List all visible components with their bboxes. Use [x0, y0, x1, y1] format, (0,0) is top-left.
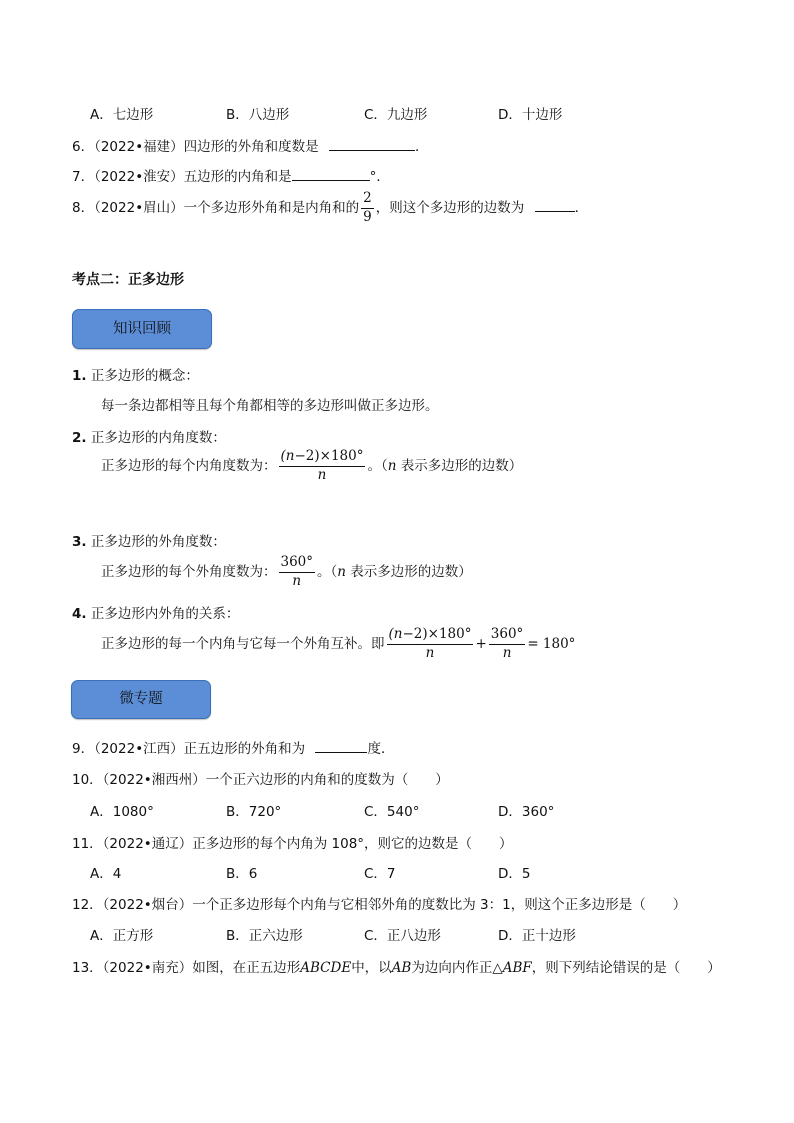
q6-answer-blank[interactable]	[329, 150, 415, 151]
q5-option-b: B．八边形	[226, 107, 290, 123]
k4-f1-n: (n	[388, 626, 403, 642]
q13-abcde: ABCDE	[300, 960, 352, 976]
q7-end: °．	[369, 169, 390, 185]
q11-option-b: B．6	[226, 866, 258, 882]
q8-post: ，则这个多边形的边数为	[375, 200, 525, 217]
k4-lead: 正多边形的每一个内角与它每一个外角互补。即	[101, 636, 385, 653]
k2-number: 2.	[72, 430, 87, 446]
question-10: 10．（2022•湘西州）一个正六边形的内角和的度数为（ ）	[72, 772, 449, 788]
k3-heading-text: 正多边形的外角度数：	[90, 534, 226, 550]
knowledge-4-formula	[101, 627, 575, 661]
knowledge-3-heading	[72, 530, 226, 550]
k2-lead: 正多边形的每个内角度数为：	[101, 458, 277, 475]
q13-ab: AB	[391, 960, 412, 976]
k4-heading-text: 正多边形内外角的关系：	[90, 606, 240, 622]
q13-post: ，则下列结论错误的是（ ）	[531, 960, 721, 976]
q8-fraction	[361, 191, 374, 225]
k2-tail-end: 表示多边形的边数）	[396, 458, 523, 475]
q13-abf: ABF	[502, 960, 532, 976]
k2-frac-rest: −2)×180°	[294, 448, 364, 464]
k2-frac-n: (n	[280, 448, 295, 464]
q9-answer-blank[interactable]	[315, 752, 367, 753]
question-7	[72, 165, 390, 185]
q11-option-a: A．4	[90, 866, 122, 882]
q12-option-b: B．正六边形	[226, 928, 303, 944]
q12-option-c: C．正八边形	[364, 928, 441, 944]
q13-pre: 13．（2022•南充）如图，在正五边形	[72, 960, 301, 976]
q6-end: ．	[414, 139, 429, 155]
q8-end: ．	[574, 200, 589, 217]
k1-number: 1.	[72, 368, 87, 384]
q9-end: 度．	[367, 741, 395, 757]
topic-label: 微专题	[71, 680, 211, 719]
knowledge-3-formula	[101, 555, 472, 589]
k4-f2-num: 360°	[489, 627, 526, 645]
question-8	[72, 191, 588, 225]
k2-tail: 。（	[367, 458, 388, 475]
knowledge-2-heading	[72, 426, 226, 446]
k4-equals: = 180°	[527, 636, 576, 653]
k4-f2-den: n	[502, 644, 512, 661]
k2-frac-den: n	[317, 466, 327, 483]
question-6	[72, 135, 428, 155]
k4-f1-den: n	[425, 644, 435, 661]
q11-option-c: C．7	[364, 866, 396, 882]
knowledge-review-label: 知识回顾	[72, 309, 212, 349]
k3-tail: 。（	[317, 564, 338, 581]
q5-option-a: A．七边形	[90, 107, 154, 123]
q10-option-a: A．1080°	[90, 804, 154, 820]
knowledge-1-heading	[72, 364, 199, 384]
section-title: 考点二：正多边形	[72, 272, 184, 288]
q10-option-c: C．540°	[364, 804, 420, 820]
k4-number: 4.	[72, 606, 87, 622]
q13-mid2: 为边向内作正△	[411, 960, 503, 976]
q8-pre: 8．（2022•眉山）一个多边形外角和是内角和的	[72, 200, 360, 217]
q7-text: 7．（2022•淮安）五边形的内角和是	[72, 169, 292, 185]
q5-option-d: D．十边形	[498, 107, 563, 123]
question-12: 12．（2022•烟台）一个正多边形每个内角与它相邻外角的度数比为 3：1，则这个正多边形是（ ）	[72, 897, 687, 913]
question-13	[72, 956, 721, 976]
k3-frac-num: 360°	[279, 555, 316, 573]
k3-fraction	[279, 555, 316, 589]
q10-option-d: D．360°	[498, 804, 555, 820]
q8-fraction-num: 2	[361, 191, 374, 209]
k2-fraction	[279, 449, 366, 483]
knowledge-1-body: 每一条边都相等且每个角都相等的多边形叫做正多边形。	[101, 398, 439, 414]
k3-tail-n: n	[337, 564, 346, 581]
k4-fraction-2	[489, 627, 526, 661]
knowledge-4-heading	[72, 602, 239, 622]
k3-frac-den: n	[292, 572, 302, 589]
q13-mid1: 中，以	[351, 960, 392, 976]
q8-fraction-den: 9	[363, 208, 372, 225]
k3-tail-end: 表示多边形的边数）	[345, 564, 472, 581]
k4-f1-rest: −2)×180°	[402, 626, 472, 642]
q12-option-d: D．正十边形	[498, 928, 576, 944]
q10-option-b: B．720°	[226, 804, 282, 820]
question-9	[72, 737, 394, 757]
k3-lead: 正多边形的每个外角度数为：	[101, 564, 277, 581]
question-11: 11．（2022•通辽）正多边形的每个内角为 108°，则它的边数是（ ）	[72, 836, 513, 852]
q8-answer-blank[interactable]	[535, 211, 575, 212]
knowledge-2-formula	[101, 449, 522, 483]
k3-number: 3.	[72, 534, 87, 550]
q7-answer-blank[interactable]	[292, 180, 370, 181]
q5-option-c: C．九边形	[364, 107, 428, 123]
k4-plus: +	[475, 636, 487, 653]
k4-fraction-1	[387, 627, 474, 661]
q9-text: 9．（2022•江西）正五边形的外角和为	[72, 741, 306, 757]
q12-option-a: A．正方形	[90, 928, 154, 944]
k2-heading-text: 正多边形的内角度数：	[90, 430, 226, 446]
k1-heading-text: 正多边形的概念：	[90, 368, 199, 384]
q11-option-d: D．5	[498, 866, 531, 882]
k2-tail-n: n	[387, 458, 397, 475]
q6-text: 6．（2022•福建）四边形的外角和度数是	[72, 139, 319, 155]
